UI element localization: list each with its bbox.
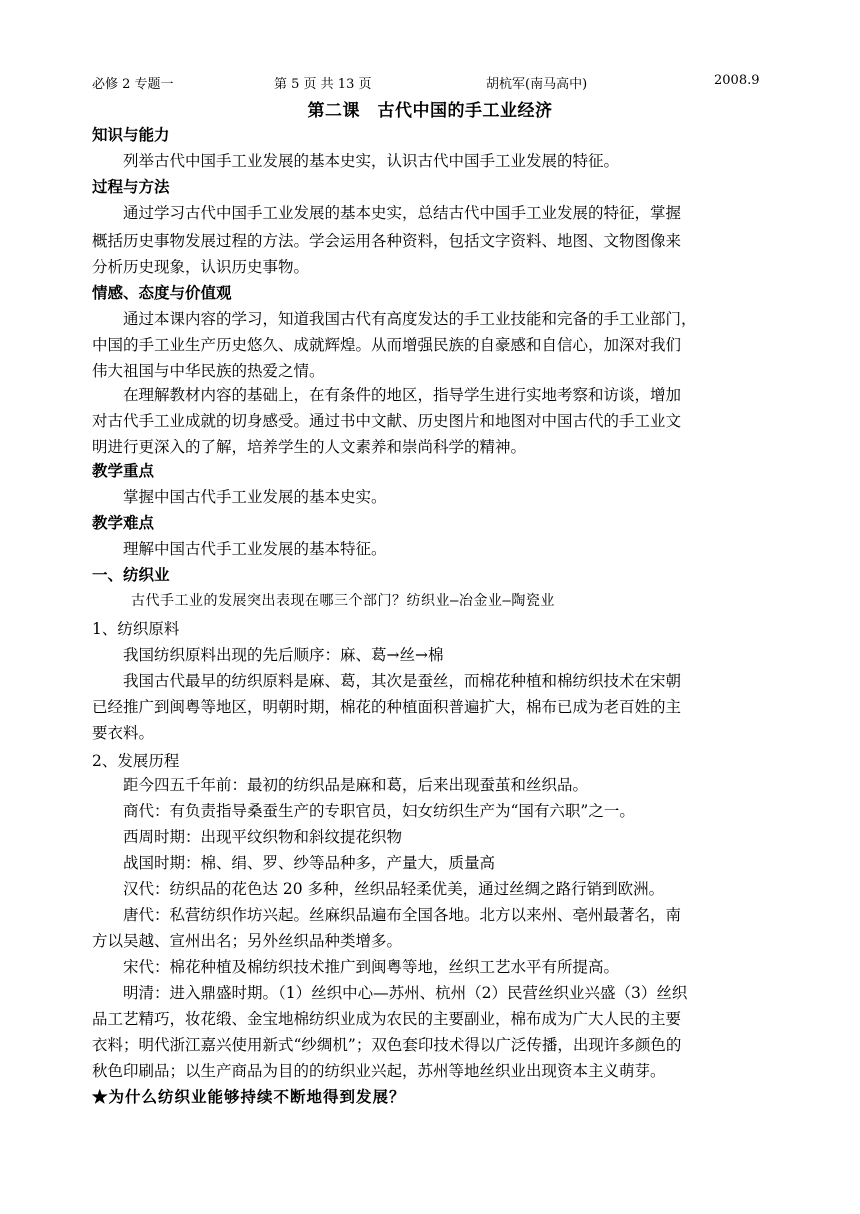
para-process-2: 概括历史事物发展过程的方法。学会运用各种资料，包括文字资料、地图、文物图像来: [92, 232, 682, 250]
question-sectors: 古代手工业的发展突出表现在哪三个部门？纺织业—冶金业—陶瓷业: [131, 593, 555, 609]
section-textile: 一、纺织业: [92, 565, 170, 584]
para-history-4: 战国时期：棉、绢、罗、纱等品种多，产量大，质量高: [123, 854, 496, 872]
para-materials-3: 已经推广到闽粤等地区，明朝时期，棉花的种植面积普遍扩大，棉布已成为老百姓的主: [92, 698, 682, 716]
para-emotion-3: 伟大祖国与中华民族的热爱之情。: [92, 362, 325, 380]
heading-difficulties: 教学难点: [92, 513, 155, 532]
subsection-history: 2、发展历程: [92, 752, 180, 770]
para-history-5: 汉代：纺织品的花色达 20 多种，丝织品轻柔优美，通过丝绸之路行销到欧洲。: [123, 880, 665, 898]
para-history-12: 秋色印刷品；以生产商品为目的的纺织业兴起，苏州等地丝织业出现资本主义萌芽。: [92, 1062, 666, 1080]
para-history-2: 商代：有负责指导桑蚕生产的专职官员，妇女纺织生产为“国有六职”之一。: [123, 802, 635, 820]
para-history-3: 西周时期：出现平纹织物和斜纹提花织物: [123, 828, 403, 846]
para-history-1: 距今四五千年前：最初的纺织品是麻和葛，后来出现蚕茧和丝织品。: [123, 776, 589, 794]
header-author: 胡杭军(南马高中): [486, 77, 588, 92]
document-title: 第二课 古代中国的手工业经济: [307, 101, 553, 121]
para-emotion-6: 明进行更深入的了解，培养学生的人文素养和崇尚科学的精神。: [92, 438, 527, 456]
para-difficulties: 理解中国古代手工业发展的基本特征。: [123, 540, 387, 558]
header-course: 必修 2 专题一: [92, 77, 174, 92]
heading-knowledge: 知识与能力: [92, 125, 170, 144]
para-history-6: 唐代：私营纺织作坊兴起。丝麻织品遍布全国各地。北方以来州、亳州最著名，南: [123, 906, 682, 924]
para-process-3: 分析历史现象，认识历史事物。: [92, 258, 310, 276]
para-emotion-5: 对古代手工业成就的切身感受。通过书中文献、历史图片和地图对中国古代的手工业文: [92, 412, 682, 430]
para-key-points: 掌握中国古代手工业发展的基本史实。: [123, 488, 387, 506]
subsection-materials: 1、纺织原料: [92, 620, 180, 638]
heading-process: 过程与方法: [92, 177, 170, 196]
para-history-10: 品工艺精巧，妆花缎、金宝地棉纺织业成为农民的主要副业，棉布成为广大人民的主要: [92, 1010, 682, 1028]
para-history-11: 衣料；明代浙江嘉兴使用新式“纱绸机”；双色套印技术得以广泛传播，出现许多颜色的: [92, 1036, 682, 1054]
header-date: 2008.9: [714, 73, 760, 88]
para-emotion-4: 在理解教材内容的基础上，在有条件的地区，指导学生进行实地考察和访谈，增加: [123, 386, 682, 404]
para-materials-1: 我国纺织原料出现的先后顺序：麻、葛→丝→棉: [123, 646, 444, 664]
para-process-1: 通过学习古代中国手工业发展的基本史实，总结古代中国手工业发展的特征，掌握: [123, 204, 682, 222]
para-materials-4: 要衣料。: [92, 724, 155, 742]
para-history-8: 宋代：棉花种植及棉纺织技术推广到闽粤等地，丝织工艺水平有所提高。: [123, 958, 620, 976]
para-emotion-2: 中国的手工业生产历史悠久、成就辉煌。从而增强民族的自豪感和自信心，加深对我们: [92, 336, 682, 354]
para-knowledge: 列举古代中国手工业发展的基本史实，认识古代中国手工业发展的特征。: [123, 152, 620, 170]
para-materials-2: 我国古代最早的纺织原料是麻、葛，其次是蚕丝，而棉花种植和棉纺织技术在宋朝: [123, 672, 682, 690]
para-history-9: 明清：进入鼎盛时期。（1）丝织中心—苏州、杭州（2）民营丝织业兴盛（3）丝织: [123, 984, 688, 1002]
question-why: ★为什么纺织业能够持续不断地得到发展？: [92, 1087, 406, 1106]
header-page-info: 第 5 页 共 13 页: [274, 77, 372, 92]
heading-emotion: 情感、态度与价值观: [92, 283, 232, 302]
para-emotion-1: 通过本课内容的学习，知道我国古代有高度发达的手工业技能和完备的手工业部门，: [123, 310, 697, 328]
heading-key-points: 教学重点: [92, 461, 155, 480]
para-history-7: 方以吴越、宣州出名；另外丝织品种类增多。: [92, 932, 403, 950]
